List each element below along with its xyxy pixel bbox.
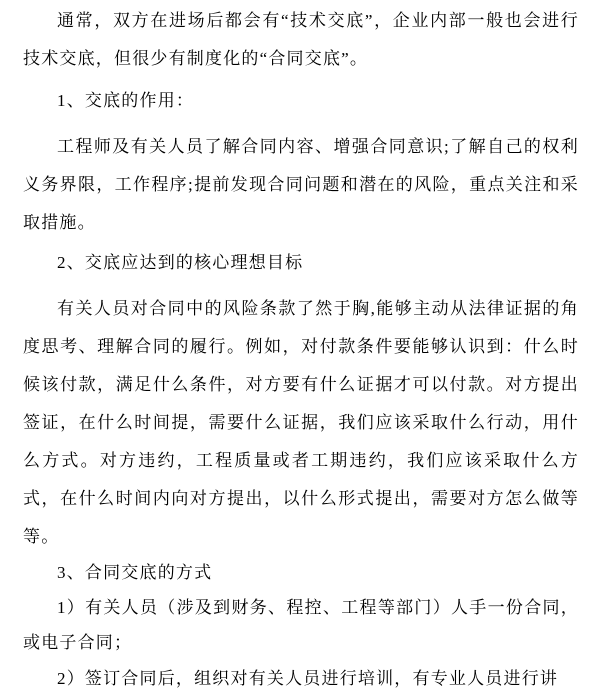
paragraph-role-detail: 工程师及有关人员了解合同内容、增强合同意识;了解自己的权利义务界限，工作程序;提前发现合同问题和潜在的风险，重点关注和采取措施。 [23,137,579,232]
paragraph-intro: 通常，双方在进场后都会有“技术交底”，企业内部一般也会进行技术交底，但很少有制度化的“合同交底”。 [23,11,579,68]
heading-1-role-of-disclosure: 1、交底的作用： [57,91,195,110]
heading-2-core-goals: 2、交底应达到的核心理想目标 [57,253,304,272]
heading-3-disclosure-methods: 3、合同交底的方式 [57,563,213,582]
list-item-1-contract-copies: 1）有关人员（涉及到财务、程控、工程等部门）人手一份合同，或电子合同； [23,598,579,652]
paragraph-goals-detail: 有关人员对合同中的风险条款了然于胸,能够主动从法律证据的角度思考、理解合同的履行。例如，对付款条件要能够认识到：什么时候该付款，满足什么条件，对方要有什么证据才可以付款。对方提出签证，在什么时间提，需要什么证据，我们应该采取什么行动，用什么方式。对方违约，工程质量或者工期违约，我们应该采取什么方式，在什么时间内向对方提出，以什么形式提出，需要对方怎么做等等。 [23,299,579,546]
list-item-2-training: 2）签订合同后，组织对有关人员进行培训，有专业人员进行讲 [57,669,559,688]
